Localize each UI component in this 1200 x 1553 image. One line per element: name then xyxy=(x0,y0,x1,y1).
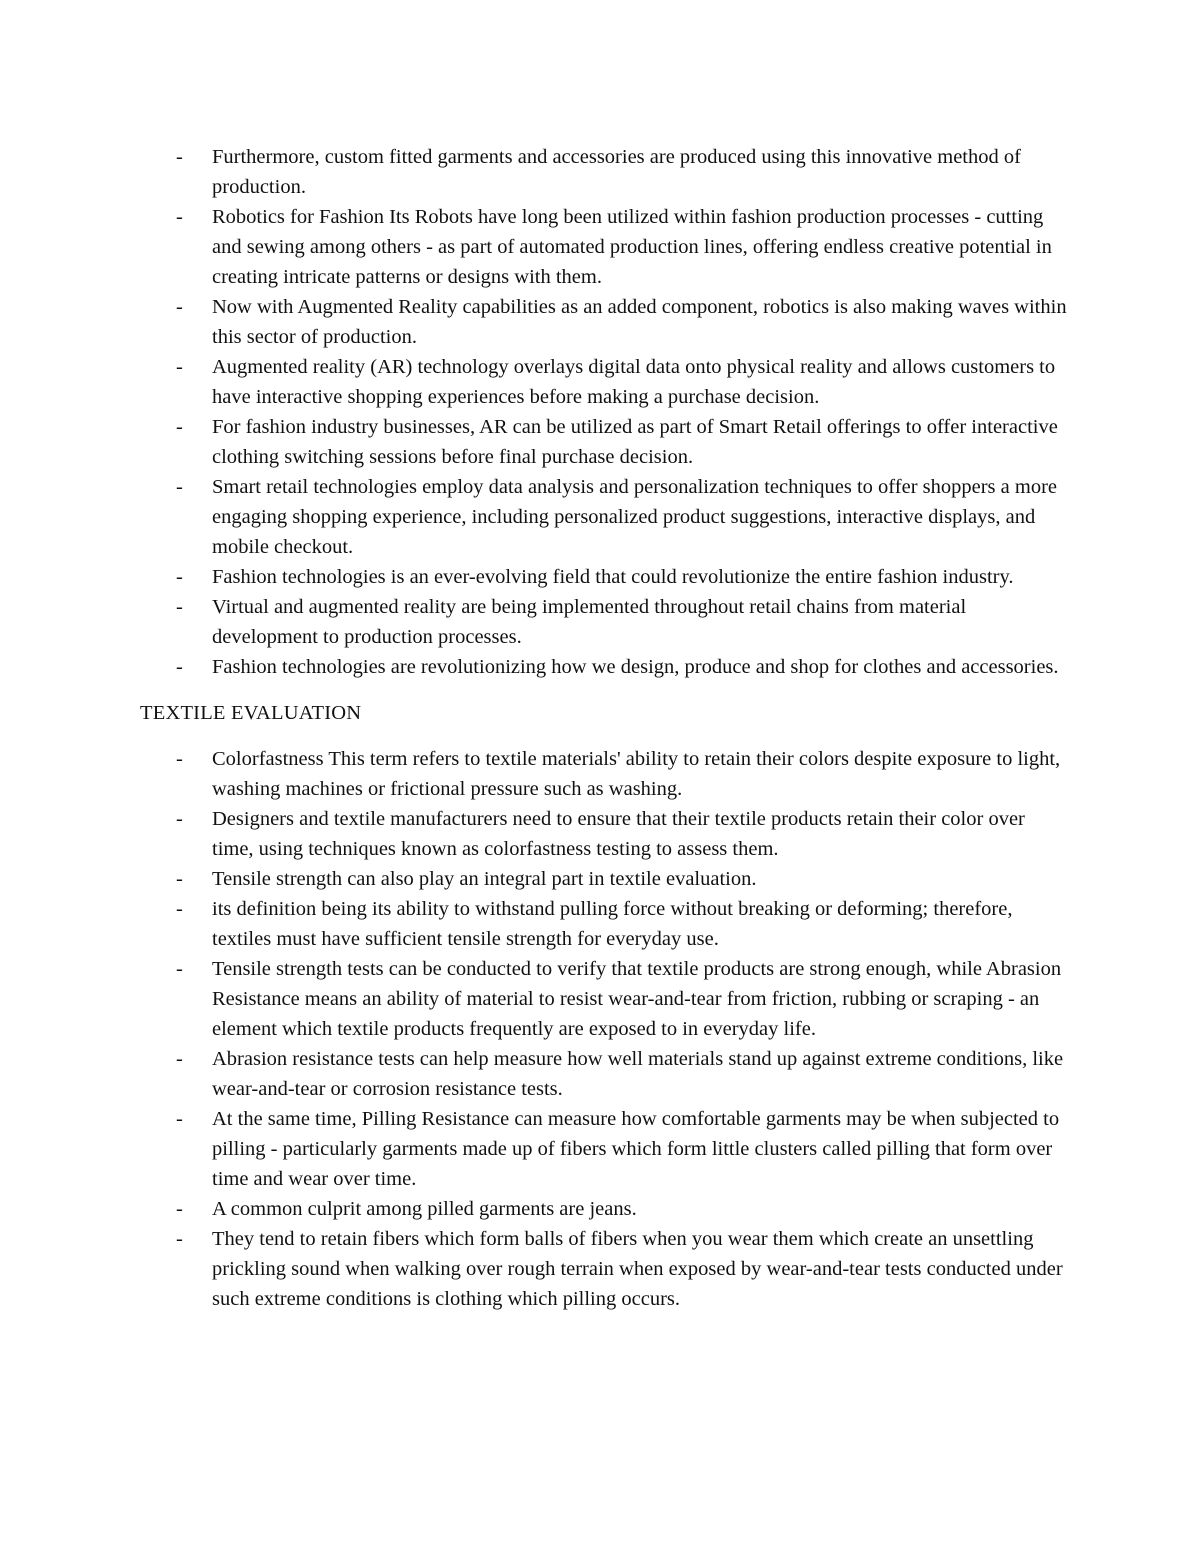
list-item-text: At the same time, Pilling Resistance can measure how comfortable garments may be when subjected to pilling - particularly garments made up of fibers which form little clusters called pilling that form over time and wear over time. xyxy=(212,1108,1060,1190)
dash-marker: - xyxy=(176,868,183,890)
list-item xyxy=(140,744,1070,804)
dash-marker: - xyxy=(176,416,183,438)
dash-marker: - xyxy=(176,1228,183,1250)
dash-marker: - xyxy=(176,146,183,168)
dash-marker: - xyxy=(176,656,183,678)
fashion-tech-list xyxy=(140,142,1070,682)
list-item xyxy=(140,592,1070,652)
list-item-text: Colorfastness This term refers to textile materials' ability to retain their colors despite exposure to light, washing machines or frictional pressure such as washing. xyxy=(212,748,1061,800)
list-item-text: Smart retail technologies employ data analysis and personalization techniques to offer shoppers a more engaging shopping experience, including personalized product suggestions, interactive displays, and mobile checkout. xyxy=(212,476,1057,558)
list-item-text: Fashion technologies is an ever-evolving field that could revolutionize the entire fashion industry. xyxy=(212,566,1014,588)
list-item xyxy=(140,562,1070,592)
textile-evaluation-list xyxy=(140,744,1070,1314)
list-item xyxy=(140,864,1070,894)
list-item xyxy=(140,352,1070,412)
list-item-text: They tend to retain fibers which form balls of fibers when you wear them which create an unsettling prickling sound when walking over rough terrain when exposed by wear-and-tear tests conducted under such extreme conditions is clothing which pilling occurs. xyxy=(212,1228,1063,1310)
dash-marker: - xyxy=(176,1108,183,1130)
dash-marker: - xyxy=(176,596,183,618)
list-item xyxy=(140,292,1070,352)
list-item-text: Augmented reality (AR) technology overlays digital data onto physical reality and allows customers to have interactive shopping experiences before making a purchase decision. xyxy=(212,356,1056,408)
section-heading: TEXTILE EVALUATION xyxy=(140,702,362,724)
list-item-text: Designers and textile manufacturers need to ensure that their textile products retain their color over time, using techniques known as colorfastness testing to assess them. xyxy=(212,808,1025,860)
list-item-text: Fashion technologies are revolutionizing how we design, produce and shop for clothes and accessories. xyxy=(212,656,1059,678)
dash-marker: - xyxy=(176,1198,183,1220)
dash-marker: - xyxy=(176,476,183,498)
document-body xyxy=(140,142,1070,1314)
list-item xyxy=(140,954,1070,1044)
dash-marker: - xyxy=(176,296,183,318)
list-item-text: A common culprit among pilled garments are jeans. xyxy=(212,1198,637,1220)
list-item-text: Tensile strength tests can be conducted to verify that textile products are strong enough, while Abrasion Resistance means an ability of material to resist wear-and-tear from friction, rubbing or scraping - an element which textile products frequently are exposed to in everyday life. xyxy=(212,958,1062,1040)
dash-marker: - xyxy=(176,566,183,588)
list-item-text: Abrasion resistance tests can help measure how well materials stand up against extreme conditions, like wear-and-tear or corrosion resistance tests. xyxy=(212,1048,1064,1100)
list-item xyxy=(140,1104,1070,1194)
list-item-text: Tensile strength can also play an integral part in textile evaluation. xyxy=(212,868,757,890)
list-item-text: its definition being its ability to withstand pulling force without breaking or deforming; therefore, textiles must have sufficient tensile strength for everyday use. xyxy=(212,898,1013,950)
list-item-text: For fashion industry businesses, AR can be utilized as part of Smart Retail offerings to offer interactive clothing switching sessions before final purchase decision. xyxy=(212,416,1058,468)
dash-marker: - xyxy=(176,958,183,980)
list-item-text: Virtual and augmented reality are being implemented throughout retail chains from material development to production processes. xyxy=(212,596,967,648)
list-item xyxy=(140,804,1070,864)
dash-marker: - xyxy=(176,206,183,228)
list-item xyxy=(140,1194,1070,1224)
list-item xyxy=(140,652,1070,682)
dash-marker: - xyxy=(176,356,183,378)
list-item xyxy=(140,142,1070,202)
list-item-text: Robotics for Fashion Its Robots have long been utilized within fashion production processes - cutting and sewing among others - as part of automated production lines, offering endless creative potential in creating intricate patterns or designs with them. xyxy=(212,206,1052,288)
list-item xyxy=(140,1044,1070,1104)
list-item-text: Now with Augmented Reality capabilities as an added component, robotics is also making waves within this sector of production. xyxy=(212,296,1067,348)
list-item xyxy=(140,1224,1070,1314)
list-item-text: Furthermore, custom fitted garments and accessories are produced using this innovative method of production. xyxy=(212,146,1021,198)
dash-marker: - xyxy=(176,1048,183,1070)
list-item xyxy=(140,412,1070,472)
list-item xyxy=(140,472,1070,562)
list-item xyxy=(140,202,1070,292)
dash-marker: - xyxy=(176,808,183,830)
dash-marker: - xyxy=(176,748,183,770)
list-item xyxy=(140,894,1070,954)
dash-marker: - xyxy=(176,898,183,920)
